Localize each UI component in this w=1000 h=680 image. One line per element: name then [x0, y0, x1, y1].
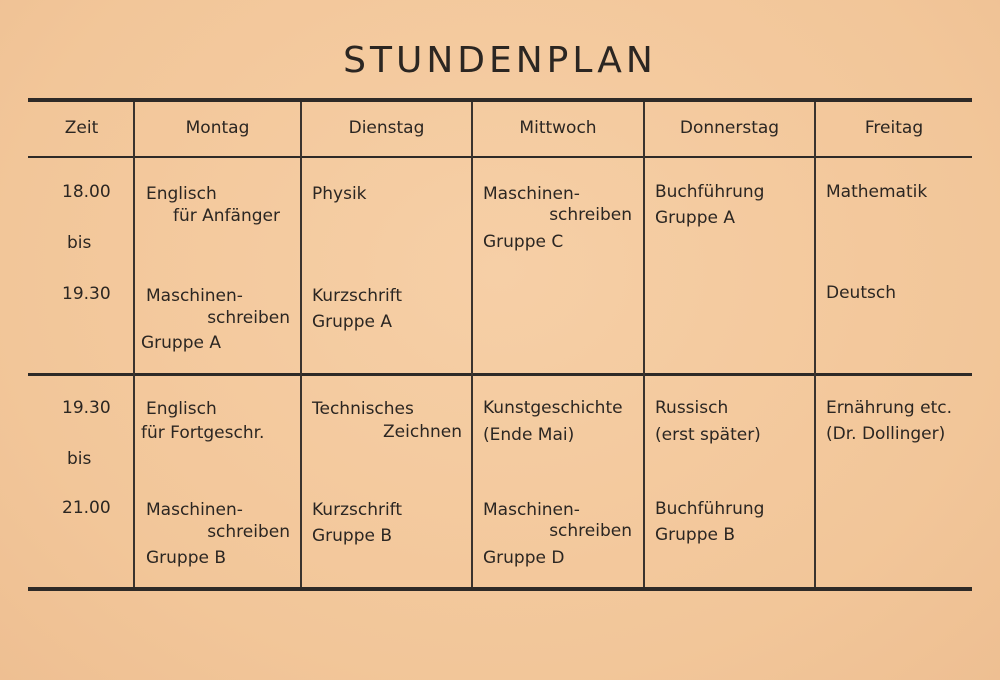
- cell-text: Technisches: [312, 399, 414, 419]
- top-rule: [28, 98, 972, 102]
- time-end: 19.30: [62, 284, 111, 304]
- column-divider: [300, 102, 302, 587]
- cell-text: Russisch: [655, 398, 729, 418]
- cell-text: Kunstgeschichte: [483, 398, 623, 418]
- cell-text: Mathematik: [826, 182, 928, 202]
- cell-text: Maschinen-: [483, 500, 580, 520]
- column-divider: [814, 102, 816, 587]
- time-bis: bis: [67, 233, 92, 253]
- cell-text: Gruppe A: [141, 333, 222, 353]
- cell-text: für Fortgeschr.: [141, 423, 265, 443]
- header-freitag: Freitag: [864, 118, 924, 138]
- header-mittwoch: Mittwoch: [519, 118, 597, 138]
- cell-text: Buchführung: [655, 182, 765, 202]
- cell-text: Kurzschrift: [312, 286, 403, 306]
- header-rule: [28, 156, 972, 158]
- cell-text: schreiben: [549, 521, 632, 541]
- header-zeit: Zeit: [64, 118, 99, 138]
- cell-text: Englisch: [146, 184, 217, 204]
- cell-text: Maschinen-: [483, 184, 580, 204]
- cell-text: schreiben: [549, 205, 632, 225]
- header-dienstag: Dienstag: [348, 118, 425, 138]
- column-divider: [471, 102, 473, 587]
- cell-text: Gruppe C: [483, 232, 564, 252]
- header-donnerstag: Donnerstag: [679, 118, 780, 138]
- cell-text: Physik: [312, 184, 367, 204]
- cell-text: Gruppe A: [655, 208, 736, 228]
- column-divider: [133, 102, 135, 587]
- cell-text: Kurzschrift: [312, 500, 403, 520]
- bottom-rule: [28, 587, 972, 591]
- cell-text: Englisch: [146, 399, 217, 419]
- time-end: 21.00: [62, 498, 111, 518]
- cell-text: Gruppe D: [483, 548, 565, 568]
- cell-text: Gruppe B: [655, 525, 736, 545]
- cell-text: Buchführung: [655, 499, 765, 519]
- cell-text: Deutsch: [826, 283, 896, 303]
- column-divider: [643, 102, 645, 587]
- cell-text: Maschinen-: [146, 286, 243, 306]
- cell-text: für Anfänger: [173, 206, 280, 226]
- cell-text: Gruppe B: [312, 526, 393, 546]
- header-montag: Montag: [185, 118, 250, 138]
- cell-text: (Dr. Dollinger): [826, 424, 946, 444]
- cell-text: Ernährung etc.: [826, 398, 953, 418]
- middle-rule: [28, 373, 972, 376]
- cell-text: Gruppe A: [312, 312, 393, 332]
- cell-text: schreiben: [207, 522, 290, 542]
- cell-text: Zeichnen: [383, 422, 462, 442]
- cell-text: schreiben: [207, 308, 290, 328]
- cell-text: (erst später): [655, 425, 761, 445]
- time-start: 19.30: [62, 398, 111, 418]
- cell-text: Gruppe B: [146, 548, 227, 568]
- cell-text: Maschinen-: [146, 500, 243, 520]
- page-title: STUNDENPLAN: [343, 40, 657, 81]
- cell-text: (Ende Mai): [483, 425, 575, 445]
- time-bis: bis: [67, 449, 92, 469]
- time-start: 18.00: [62, 182, 111, 202]
